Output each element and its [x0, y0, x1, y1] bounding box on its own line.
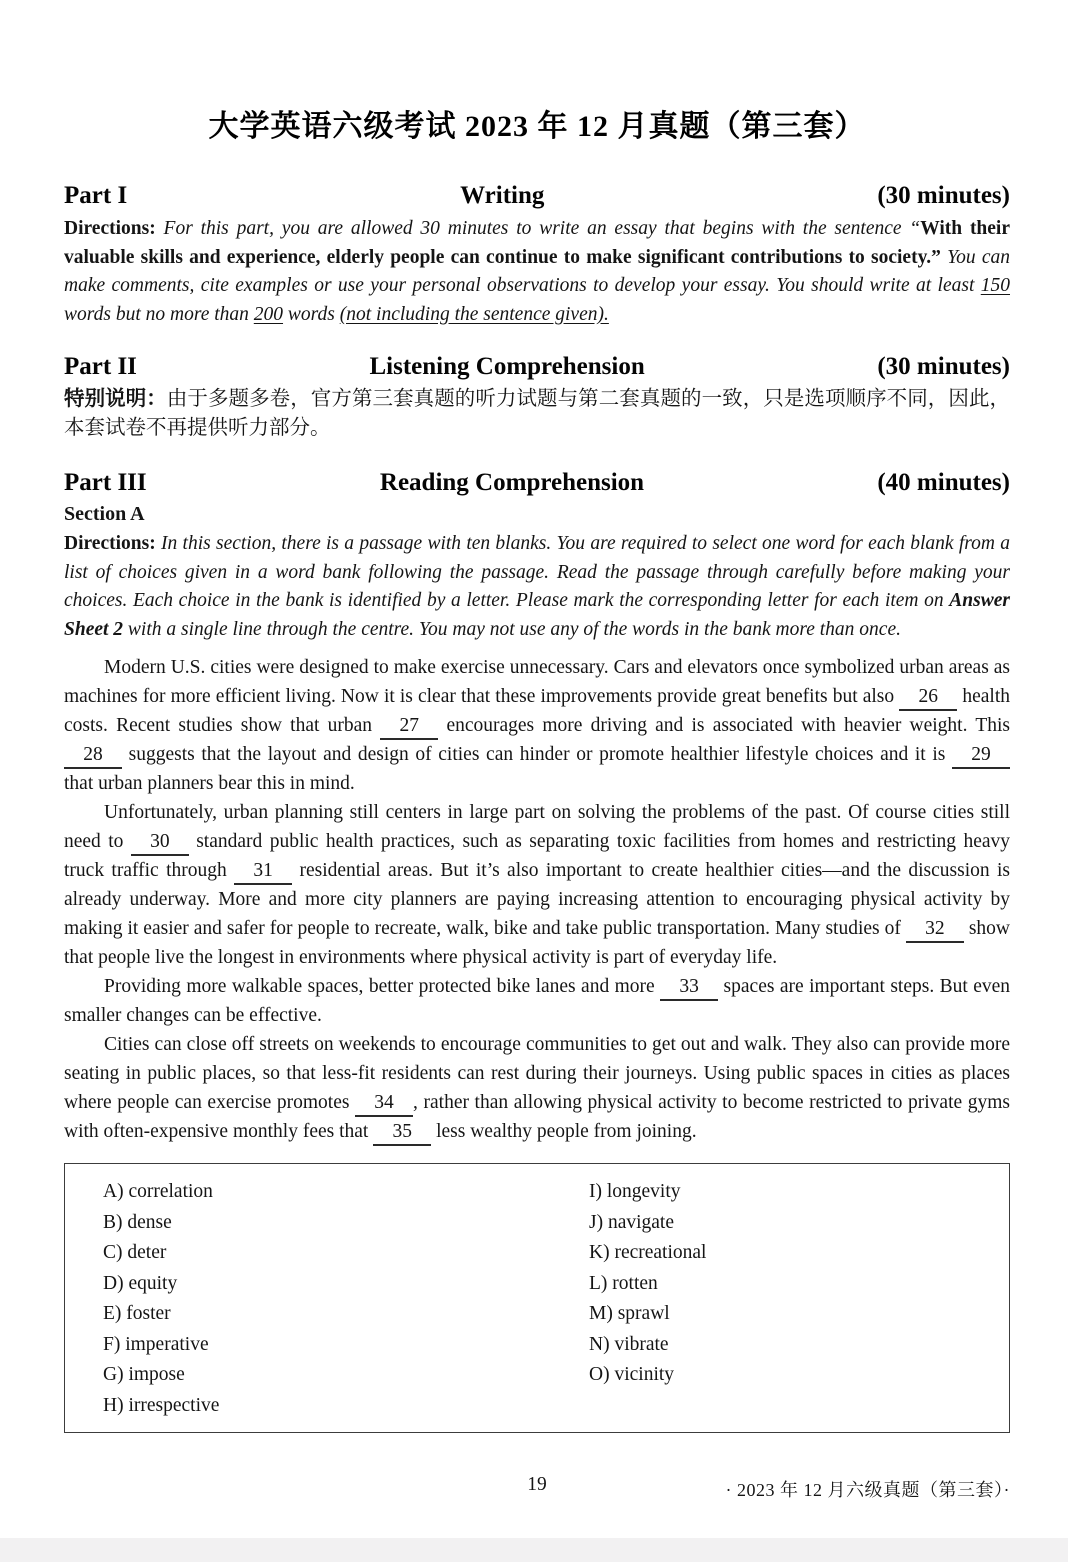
text-segment: that urban planners bear this in mind.	[64, 773, 355, 794]
blank-31: 31	[234, 859, 292, 885]
text-segment: Answer Sheet 2	[64, 590, 1010, 640]
word-option-N: N) vibrate	[589, 1333, 669, 1355]
text-segment: less wealthy people from joining.	[431, 1121, 697, 1142]
blank-28: 28	[64, 743, 122, 769]
footer-edition: · 2023 年 12 月六级真题（第三套）·	[725, 1480, 1010, 1500]
word-option-G: G) impose	[103, 1364, 185, 1385]
word-option-L: L) rotten	[589, 1272, 658, 1294]
text-segment: show that people live the longest in environments where physical activity is part of everyday life.	[64, 918, 1011, 968]
text-segment: You can make comments, cite examples or use your personal observations to develop your essay. You should write at least	[64, 246, 1010, 296]
footer-page-number: 19	[527, 1474, 547, 1495]
word-bank-left-column	[103, 1177, 589, 1421]
blank-35: 35	[373, 1120, 431, 1146]
text-segment: (not including the sentence given).	[339, 303, 609, 325]
word-option-F: F) imperative	[103, 1333, 209, 1355]
part2-duration: (30 minutes)	[877, 353, 1010, 380]
blank-26: 26	[899, 685, 957, 711]
part3-duration: (40 minutes)	[877, 469, 1010, 496]
scan-edge-band	[0, 1538, 1068, 1562]
text-segment: Directions:	[64, 218, 164, 239]
word-option-C: C) deter	[103, 1242, 167, 1263]
blank-32: 32	[906, 917, 964, 943]
text-segment: , rather than allowing physical activity to become restricted to private gyms with often-expensive monthly fees that	[64, 1092, 1010, 1142]
word-bank	[64, 1163, 1010, 1433]
part3-title: Reading Comprehension	[379, 469, 645, 496]
word-bank-right-column	[589, 1177, 706, 1421]
text-segment: spaces are important steps. But even smaller changes can be effective.	[64, 976, 1011, 1026]
text-segment: standard public health practices, such as separating toxic facilities from homes and restricting heavy truck traffic through	[64, 831, 1010, 881]
word-option-M: M) sprawl	[589, 1303, 670, 1324]
blank-34: 34	[355, 1091, 413, 1117]
text-segment: Providing more walkable spaces, better protected bike lanes and more	[104, 976, 661, 997]
word-option-I: I) longevity	[589, 1181, 681, 1202]
part1-directions	[64, 215, 1010, 329]
word-option-A: A) correlation	[103, 1181, 213, 1202]
text-segment: Directions:	[64, 533, 161, 554]
part1-label: Part I	[64, 182, 128, 209]
word-option-H: H) irrespective	[103, 1394, 220, 1416]
blank-29: 29	[952, 743, 1010, 769]
text-segment: health costs. Recent studies show that urban	[64, 686, 1010, 736]
word-option-K: K) recreational	[589, 1242, 707, 1263]
page-footer	[64, 1474, 1010, 1502]
text-segment: 特别说明：	[64, 388, 167, 410]
passage-paragraph-2	[64, 798, 1010, 972]
passage-paragraph-3	[64, 972, 1010, 1030]
text-segment: Modern U.S. cities were designed to make exercise unnecessary. Cars and elevators once symbolized urban areas as machines for more efficient living. Now it is clear that these improvements provide great benefits but also	[64, 657, 1010, 707]
word-option-E: E) foster	[103, 1303, 171, 1324]
text-segment: with a single line through the centre. You may not use any of the words in the bank more than once.	[123, 618, 901, 640]
part2-title: Listening Comprehension	[369, 353, 645, 380]
blank-27: 27	[380, 714, 438, 740]
blank-33: 33	[660, 975, 718, 1001]
passage-paragraph-1	[64, 653, 1010, 798]
part2-special-note	[64, 385, 1010, 443]
text-segment: Cities can close off streets on weekends to encourage communities to get out and walk. They also can provide more seating in public places, so that less-fit residents can rest during their journeys. Using public spaces in cities as places where people can exercise promotes	[64, 1034, 1010, 1113]
word-option-B: B) dense	[103, 1211, 172, 1233]
part1-title: Writing	[460, 182, 545, 209]
text-segment: suggests that the layout and design of cities can hinder or promote healthier lifestyle choices and it is	[122, 744, 952, 765]
part3-heading	[64, 467, 1010, 499]
part1-heading	[64, 180, 1010, 212]
text-segment: For this part, you are allowed 30 minutes to write an essay that begins with the sentence “	[163, 218, 921, 239]
text-segment: 200	[253, 303, 284, 325]
part3-label: Part III	[64, 469, 147, 496]
word-option-D: D) equity	[103, 1272, 178, 1294]
passage-paragraph-4	[64, 1030, 1010, 1146]
text-segment: 由于多题多卷，官方第三套真题的听力试题与第二套真题的一致，只是选项顺序不同，因此，本套试卷不再提供听力部分。	[64, 388, 1011, 439]
section-a-directions	[64, 530, 1010, 644]
page-title: 大学英语六级考试 2023 年 12 月真题（第三套）	[208, 110, 866, 143]
text-segment: Unfortunately, urban planning still centers in large part on solving the problems of the past. Of course cities still need to	[64, 802, 1010, 852]
part2-heading	[64, 351, 1010, 383]
text-segment: encourages more driving and is associated with heavier weight. This	[438, 715, 1010, 736]
section-a-label: Section A	[64, 503, 145, 525]
word-option-O: O) vicinity	[589, 1364, 675, 1385]
blank-30: 30	[131, 830, 189, 856]
text-segment: 150	[980, 275, 1010, 296]
word-option-J: J) navigate	[589, 1211, 675, 1233]
text-segment: words	[283, 303, 340, 325]
part1-duration: (30 minutes)	[877, 182, 1010, 209]
text-segment: In this section, there is a passage with ten blanks. You are required to select one word for each blank from a list of choices given in a word bank following the passage. Read the passage through carefully before making your choices. Each choice in the bank is identified by a letter. Please mark the corresponding letter for each item on	[64, 533, 1011, 611]
text-segment: residential areas. But it’s also important to create healthier cities—and the discussion is already underway. More and more city planners are paying increasing attention to encouraging physical activity by making it easier and safer for people to recreate, walk, bike and take public transportation. Many studies of	[64, 860, 1010, 939]
text-segment: With their valuable skills and experience, elderly people can continue to make significant contributions to society.”	[64, 218, 1011, 268]
text-segment: words but no more than	[64, 303, 254, 325]
part2-label: Part II	[64, 353, 137, 380]
